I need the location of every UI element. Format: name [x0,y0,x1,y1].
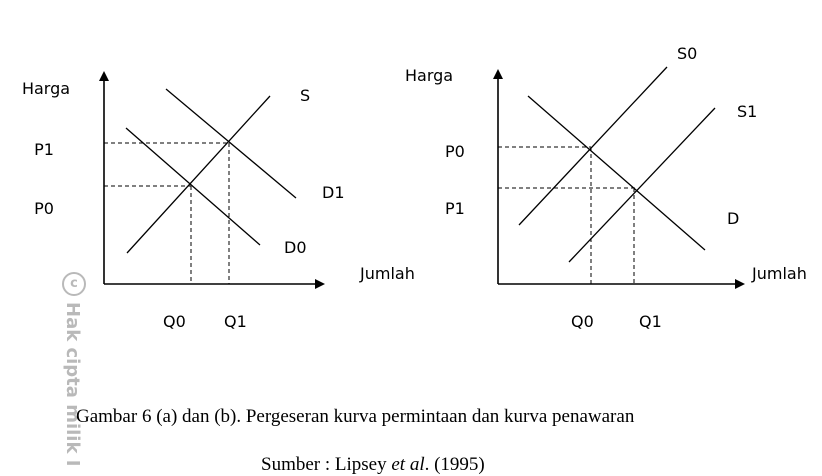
diagram-a-y-axis-label: Harga [0,62,92,116]
source-prefix: Sumber : Lipsey [261,454,392,475]
diagram-a-quantity-label-q0: Q0 [163,312,186,331]
figure-caption: Gambar 6 (a) dan (b). Pergeseran kurva permintaan dan kurva penawaran [76,406,635,427]
diagram-b-curve-label-s1: S1 [737,102,758,121]
copyright-watermark [58,272,88,474]
diagram-b-curve-label-d: D [727,209,740,228]
diagram-a-curve-label-d1: D1 [322,183,345,202]
diagram-a-supply-curve [127,96,270,253]
figure-source [261,454,485,476]
watermark-text: Hak cipta milik I [62,302,83,467]
copyright-icon: c [62,272,86,296]
diagram-a-quantity-label-q1: Q1 [224,312,247,331]
diagram-a-curve-label-s: S [300,86,311,105]
diagram-a-price-label-p1: P1 [0,122,88,178]
diagram-a-price-label-p0: P0 [0,184,88,234]
diagram-b [405,44,807,331]
diagram-b-price-label-p1: P1 [445,199,465,218]
source-italic: et al [391,454,425,475]
diagram-b-curve-label-s0: S0 [677,44,698,63]
diagram-a [104,76,415,331]
diagram-b-supply-old-curve [519,67,667,225]
diagram-a-x-axis-label: Jumlah [360,264,415,283]
diagram-b-quantity-label-q0: Q0 [571,312,594,331]
diagram-b-y-axis-label: Harga [405,66,454,85]
diagram-b-demand-curve [528,96,705,250]
diagram-b-quantity-label-q1: Q1 [639,312,662,331]
diagram-b-price-label-p0: P0 [445,142,465,161]
diagram-b-x-axis-label: Jumlah [752,264,807,283]
source-suffix: . (1995) [424,454,485,475]
diagram-a-demand-new-curve [166,89,296,198]
diagram-a-curve-label-d0: D0 [284,238,307,257]
